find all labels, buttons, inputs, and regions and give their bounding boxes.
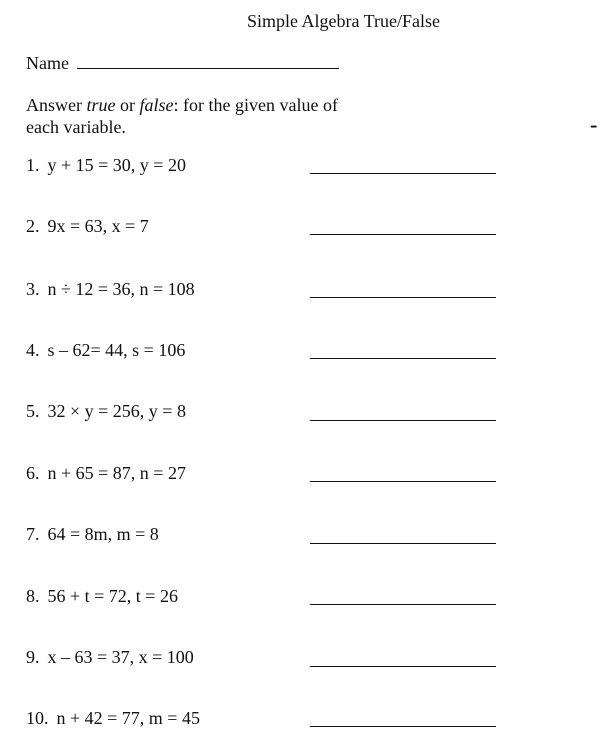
problem-expression: 56 + t = 72, t = 26 [47, 586, 178, 606]
answer-line-6[interactable] [310, 481, 496, 482]
problem-expression: n + 65 = 87, n = 27 [47, 463, 186, 483]
problem-5 [26, 401, 306, 422]
answer-line-8[interactable] [310, 604, 496, 605]
worksheet-title: Simple Algebra True/False [247, 11, 440, 31]
answer-line-10[interactable] [310, 726, 496, 727]
instructions-line-2: each variable. [26, 117, 126, 137]
problem-number: 8. [26, 586, 40, 606]
answer-line-3[interactable] [310, 297, 496, 298]
problem-number: 9. [26, 647, 40, 667]
problem-4 [26, 340, 306, 361]
problem-number: 1. [26, 155, 40, 175]
problem-expression: 9x = 63, x = 7 [47, 216, 149, 236]
problem-9 [26, 647, 306, 668]
problem-number: 5. [26, 401, 40, 421]
instructions [26, 94, 446, 138]
answer-line-1[interactable] [310, 173, 496, 174]
problem-expression: y + 15 = 30, y = 20 [47, 155, 186, 175]
problem-expression: n + 42 = 77, m = 45 [56, 708, 200, 728]
answer-line-7[interactable] [310, 543, 496, 544]
problem-expression: s – 62= 44, s = 106 [47, 340, 186, 360]
instructions-word-true: true [86, 95, 116, 115]
problem-number: 6. [26, 463, 40, 483]
problem-3 [26, 279, 306, 300]
instructions-prefix: Answer [26, 95, 87, 115]
problem-number: 3. [26, 279, 40, 299]
instructions-middle: or [115, 95, 140, 115]
instructions-word-false: false [139, 95, 174, 115]
instructions-line-1 [26, 94, 446, 116]
name-input-line[interactable] [77, 52, 339, 69]
problem-number: 4. [26, 340, 40, 360]
problem-expression: 32 × y = 256, y = 8 [47, 401, 186, 421]
problem-expression: x – 63 = 37, x = 100 [47, 647, 194, 667]
problem-number: 7. [26, 524, 40, 544]
problem-7 [26, 524, 306, 545]
name-field-row [26, 52, 339, 74]
problem-number: 10. [26, 708, 49, 728]
instructions-suffix: : for the given value of [173, 95, 338, 115]
answer-line-9[interactable] [310, 666, 496, 667]
answer-line-4[interactable] [310, 358, 496, 359]
answer-line-2[interactable] [310, 234, 496, 235]
answer-line-5[interactable] [310, 420, 496, 421]
problem-2 [26, 216, 306, 237]
problem-expression: 64 = 8m, m = 8 [47, 524, 159, 544]
problem-8 [26, 586, 306, 607]
problem-10 [26, 708, 306, 729]
name-label: Name [26, 53, 69, 73]
problem-expression: n ÷ 12 = 36, n = 108 [47, 279, 195, 299]
margin-mark: - [590, 112, 598, 137]
problem-6 [26, 463, 306, 484]
problem-number: 2. [26, 216, 40, 236]
problem-1 [26, 155, 306, 176]
